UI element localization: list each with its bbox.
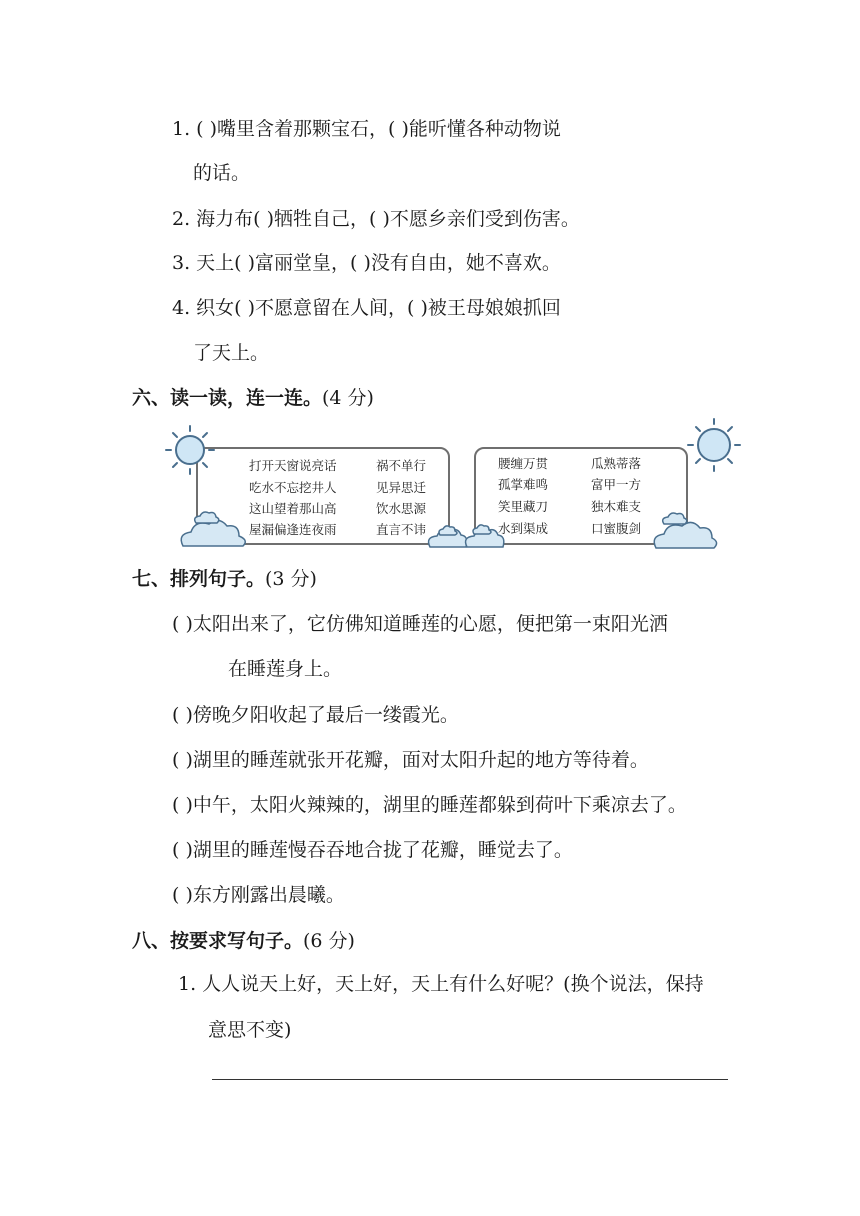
left-card-idiom[interactable]: 祸不单行 — [376, 458, 427, 473]
s5-item-1-line2: 的话。 — [193, 162, 251, 184]
right-card-idiom[interactable]: 瓜熟蒂落 — [591, 456, 642, 471]
left-card-idiom[interactable]: 见异思迁 — [376, 480, 427, 495]
section6-points: (4 分) — [322, 387, 374, 409]
s5-item-1-line1: 1. ( )嘴里含着那颗宝石，( )能听懂各种动物说 — [172, 118, 561, 140]
right-card-idiom[interactable]: 水到渠成 — [498, 521, 549, 536]
answer-line[interactable] — [212, 1079, 728, 1080]
section7-heading — [132, 567, 317, 591]
section8-points: (6 分) — [303, 930, 355, 952]
right-card-idiom[interactable]: 富甲一方 — [591, 477, 642, 492]
s7-item-4: ( )中午，太阳火辣辣的，湖里的睡莲都躲到荷叶下乘凉去了。 — [172, 794, 687, 816]
right-card-idiom[interactable]: 笑里藏刀 — [498, 499, 549, 514]
left-card-idiom[interactable]: 饮水思源 — [376, 501, 427, 516]
s5-item-4-line1: 4. 织女( )不愿意留在人间，( )被王母娘娘抓回 — [172, 297, 561, 319]
right-card-idiom[interactable]: 独木难支 — [591, 499, 642, 514]
s8-q1-line2: 意思不变) — [208, 1019, 292, 1041]
s7-item-6: ( )东方刚露出晨曦。 — [172, 884, 345, 906]
s5-item-3: 3. 天上( )富丽堂皇，( )没有自由，她不喜欢。 — [172, 252, 561, 274]
s7-item-1-line1: ( )太阳出来了，它仿佛知道睡莲的心愿，便把第一束阳光洒 — [172, 613, 668, 635]
left-card-idiom[interactable]: 屋漏偏逢连夜雨 — [249, 522, 337, 537]
left-card-idiom[interactable]: 吃水不忘挖井人 — [249, 480, 337, 495]
section6-title: 六、读一读，连一连。 — [132, 387, 323, 409]
s7-item-3: ( )湖里的睡莲就张开花瓣，面对太阳升起的地方等待着。 — [172, 749, 649, 771]
s7-item-1-line2: 在睡莲身上。 — [228, 658, 343, 680]
right-card-idiom[interactable]: 腰缠万贯 — [498, 456, 549, 471]
s8-q1-line1: 1. 人人说天上好，天上好，天上有什么好呢？(换个说法，保持 — [178, 973, 704, 995]
section7-title: 七、排列句子。 — [132, 568, 266, 590]
section7-points: (3 分) — [265, 568, 317, 590]
s7-item-2: ( )傍晚夕阳收起了最后一缕霞光。 — [172, 704, 459, 726]
s5-item-2: 2. 海力布( )牺牲自己，( )不愿乡亲们受到伤害。 — [172, 208, 580, 230]
section8-heading — [132, 929, 355, 953]
s7-item-5: ( )湖里的睡莲慢吞吞地合拢了花瓣，睡觉去了。 — [172, 839, 573, 861]
left-card-idiom[interactable]: 直言不讳 — [376, 522, 427, 537]
right-card-idiom[interactable]: 口蜜腹剑 — [591, 521, 642, 536]
left-card-idiom[interactable]: 打开天窗说亮话 — [249, 458, 337, 473]
sun-icon — [688, 419, 740, 471]
left-card-idiom[interactable]: 这山望着那山高 — [249, 501, 337, 516]
s5-item-4-line2: 了天上。 — [193, 342, 270, 364]
right-card-idiom[interactable]: 孤掌难鸣 — [498, 477, 549, 492]
section8-title: 八、按要求写句子。 — [132, 930, 304, 952]
